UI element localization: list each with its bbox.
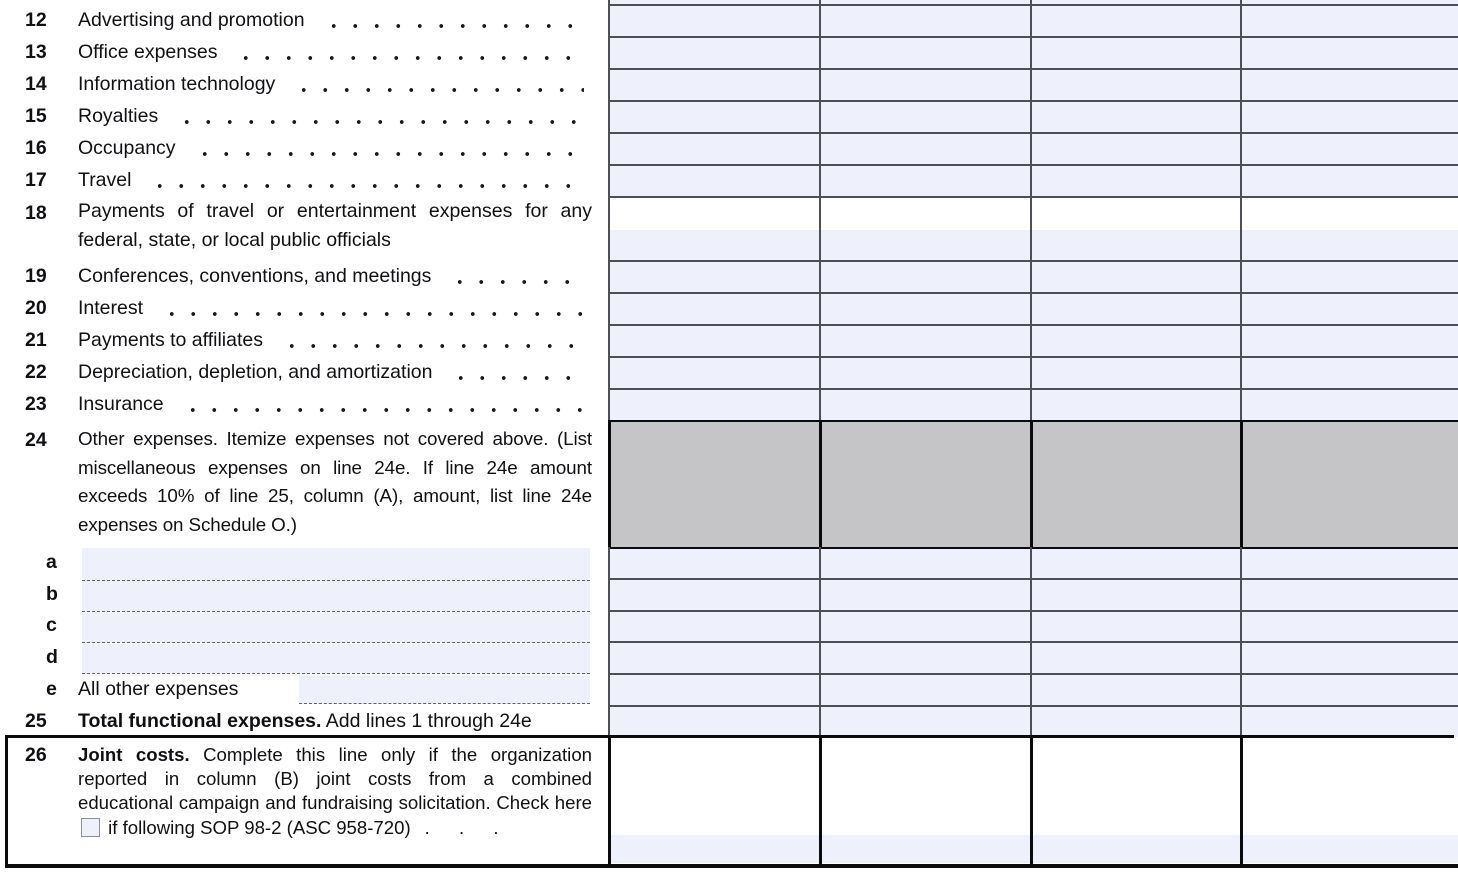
line-15-number: 15	[25, 104, 47, 127]
amount-cell-25-C[interactable]	[1030, 707, 1240, 737]
column-rule-heavy	[1240, 420, 1243, 547]
amount-row-24e	[608, 673, 1458, 705]
amount-cell-12-A[interactable]	[608, 6, 819, 36]
amount-cell-24e-B[interactable]	[819, 675, 1030, 705]
line-24-label: Other expenses. Itemize expenses not covered above. (List miscellaneous expenses on line 24e. If line 24e amount exceeds 10% of line 25, column (A), amount, list line 24e expenses on Schedule O.)	[78, 428, 592, 535]
line-18-label: Payments of travel or entertainment expenses for any federal, state, or local public officials	[78, 200, 592, 251]
amount-cell-24b-C[interactable]	[1030, 580, 1240, 610]
line-26-label: Joint costs. Complete this line only if the organization reported in column (B) joint costs from a combined educational campaign and fundraising solicitation. Check here if following SOP 98-2 (ASC 958-720) . . .	[78, 744, 592, 838]
amount-cell-24b-A[interactable]	[608, 580, 819, 610]
amount-cell-23-D[interactable]	[1240, 390, 1458, 420]
amount-cell-18-A[interactable]	[608, 198, 819, 260]
amount-cell-13-A[interactable]	[608, 38, 819, 68]
amount-cell-17-C[interactable]	[1030, 166, 1240, 196]
line-20-label: Interest	[78, 296, 144, 319]
amount-cell-24a-B[interactable]	[819, 549, 1030, 578]
line-18-number: 18	[25, 202, 47, 224]
amount-cell-24d-D[interactable]	[1240, 643, 1458, 673]
amount-cell-18-D[interactable]	[1240, 198, 1458, 260]
column-rule-heavy	[1030, 420, 1033, 547]
line-14-label: Information technology	[78, 72, 276, 95]
line-13-number: 13	[25, 40, 47, 63]
line-24-number: 24	[25, 429, 47, 451]
amount-cell-26-A[interactable]	[608, 737, 819, 863]
amount-cell-24-A	[608, 422, 819, 547]
line-20-number: 20	[25, 296, 47, 319]
amount-cell-24b-B[interactable]	[819, 580, 1030, 610]
amount-row-13	[608, 36, 1458, 68]
line-13-label: Office expenses	[78, 40, 218, 63]
line-25-26-separator-rule	[5, 735, 1454, 738]
amount-cell-24a-C[interactable]	[1030, 549, 1240, 578]
amount-cell-22-D[interactable]	[1240, 358, 1458, 388]
amount-cell-26-B[interactable]	[819, 737, 1030, 863]
line-15-label: Royalties	[78, 104, 159, 127]
line-22-label: Depreciation, depletion, and amortization	[78, 360, 433, 383]
amount-cell-15-B[interactable]	[819, 102, 1030, 132]
amount-cell-18-B[interactable]	[819, 198, 1030, 260]
column-rule-heavy	[608, 737, 611, 864]
amount-cell-26-D[interactable]	[1240, 737, 1458, 863]
amount-cell-21-D[interactable]	[1240, 326, 1458, 356]
column-rule-heavy	[1030, 737, 1033, 864]
amount-row-15	[608, 100, 1458, 132]
line-16-number: 16	[25, 136, 47, 159]
amount-cell-19-C[interactable]	[1030, 262, 1240, 292]
amount-cell-24c-C[interactable]	[1030, 612, 1240, 641]
amount-cell-14-D[interactable]	[1240, 70, 1458, 100]
amount-row-21	[608, 324, 1458, 356]
amount-cell-16-D[interactable]	[1240, 134, 1458, 164]
amount-cell-12-B[interactable]	[819, 6, 1030, 36]
line-24e-label: All other expenses	[78, 678, 239, 700]
amount-row-14	[608, 68, 1458, 100]
amount-cell-21-A[interactable]	[608, 326, 819, 356]
line-24b-letter: b	[46, 583, 58, 605]
amount-row-19	[608, 260, 1458, 292]
amount-cell-20-C[interactable]	[1030, 294, 1240, 324]
amount-cell-18-C[interactable]	[1030, 198, 1240, 260]
line-12-label: Advertising and promotion	[78, 8, 305, 31]
amount-row-24	[608, 420, 1458, 547]
amount-row-24b	[608, 578, 1458, 610]
amount-cell-14-B[interactable]	[819, 70, 1030, 100]
amount-cell-22-B[interactable]	[819, 358, 1030, 388]
line-26-left-border	[5, 735, 8, 867]
amount-row-17	[608, 164, 1458, 196]
amount-cell-20-D[interactable]	[1240, 294, 1458, 324]
line-22-number: 22	[25, 360, 47, 383]
line-23-label: Insurance	[78, 392, 164, 415]
amount-cell-24-B	[819, 422, 1030, 547]
amount-cell-23-C[interactable]	[1030, 390, 1240, 420]
amount-cell-21-B[interactable]	[819, 326, 1030, 356]
amount-cell-24d-C[interactable]	[1030, 643, 1240, 673]
amount-cell-17-B[interactable]	[819, 166, 1030, 196]
column-rule-heavy	[608, 420, 611, 547]
amount-cell-17-A[interactable]	[608, 166, 819, 196]
line-14-number: 14	[25, 72, 47, 95]
amount-cell-14-A[interactable]	[608, 70, 819, 100]
line-19-number: 19	[25, 264, 47, 287]
amount-cell-26-C[interactable]	[1030, 737, 1240, 863]
column-rule-heavy	[819, 420, 822, 547]
line-19-label: Conferences, conventions, and meetings	[78, 264, 432, 287]
amount-cell-24b-D[interactable]	[1240, 580, 1458, 610]
amount-cell-24d-B[interactable]	[819, 643, 1030, 673]
amount-row-24a	[608, 547, 1458, 578]
amount-cell-19-A[interactable]	[608, 262, 819, 292]
amount-row-20	[608, 292, 1458, 324]
line-17-number: 17	[25, 168, 47, 191]
line-26-number: 26	[25, 744, 47, 766]
section-bottom-rule	[5, 864, 1458, 868]
amount-cell-15-A[interactable]	[608, 102, 819, 132]
amount-cell-24-D	[1240, 422, 1458, 547]
amount-cell-25-D[interactable]	[1240, 707, 1458, 737]
amount-cell-24e-D[interactable]	[1240, 675, 1458, 705]
column-rule-heavy	[1240, 737, 1243, 864]
amount-cell-24c-D[interactable]	[1240, 612, 1458, 641]
amount-cell-16-C[interactable]	[1030, 134, 1240, 164]
line-24e-letter: e	[46, 678, 57, 700]
amount-cell-19-D[interactable]	[1240, 262, 1458, 292]
column-rule-heavy	[819, 737, 822, 864]
amount-row-24d	[608, 641, 1458, 673]
amount-cell-16-B[interactable]	[819, 134, 1030, 164]
amount-cell-22-A[interactable]	[608, 358, 819, 388]
amount-row-25	[608, 705, 1458, 737]
amount-cell-13-D[interactable]	[1240, 38, 1458, 68]
line-12-number: 12	[25, 8, 47, 31]
line-21-label: Payments to affiliates	[78, 328, 263, 351]
amount-cell-12-C[interactable]	[1030, 6, 1240, 36]
amount-row-18	[608, 196, 1458, 260]
amount-cell-17-D[interactable]	[1240, 166, 1458, 196]
amount-cell-23-B[interactable]	[819, 390, 1030, 420]
amount-cell-13-C[interactable]	[1030, 38, 1240, 68]
amount-cell-24c-B[interactable]	[819, 612, 1030, 641]
line-25-number: 25	[25, 709, 47, 732]
amount-cell-24a-D[interactable]	[1240, 549, 1458, 578]
amount-cell-24e-A[interactable]	[608, 675, 819, 705]
line-17-label: Travel	[78, 168, 132, 191]
amount-row-16	[608, 132, 1458, 164]
line-21-number: 21	[25, 328, 47, 351]
line-24d-letter: d	[46, 646, 58, 668]
amount-cell-25-B[interactable]	[819, 707, 1030, 737]
line-24a-letter: a	[46, 551, 57, 573]
amount-cell-16-A[interactable]	[608, 134, 819, 164]
amount-cell-20-A[interactable]	[608, 294, 819, 324]
line-24c-letter: c	[46, 614, 57, 636]
amount-cell-12-D[interactable]	[1240, 6, 1458, 36]
amount-cell-22-C[interactable]	[1030, 358, 1240, 388]
line-16-label: Occupancy	[78, 136, 176, 159]
amount-cell-19-B[interactable]	[819, 262, 1030, 292]
amount-cell-14-C[interactable]	[1030, 70, 1240, 100]
amount-row-23	[608, 388, 1458, 420]
amount-cell-24c-A[interactable]	[608, 612, 819, 641]
amount-row-26	[608, 737, 1458, 863]
amount-cell-24d-A[interactable]	[608, 643, 819, 673]
amount-cell-24-C	[1030, 422, 1240, 547]
amount-row-24c	[608, 610, 1458, 641]
amount-cell-21-C[interactable]	[1030, 326, 1240, 356]
line-25-label: Total functional expenses. Add lines 1 through 24e	[78, 709, 532, 732]
amount-cell-23-A[interactable]	[608, 390, 819, 420]
amount-cell-24e-C[interactable]	[1030, 675, 1240, 705]
amount-cell-25-A[interactable]	[608, 707, 819, 737]
amount-cell-15-D[interactable]	[1240, 102, 1458, 132]
amount-row-12	[608, 4, 1458, 36]
amount-cell-13-B[interactable]	[819, 38, 1030, 68]
amount-row-22	[608, 356, 1458, 388]
amount-cell-15-C[interactable]	[1030, 102, 1240, 132]
amount-cell-24a-A[interactable]	[608, 549, 819, 578]
amount-cell-20-B[interactable]	[819, 294, 1030, 324]
line-23-number: 23	[25, 392, 47, 415]
dot-leader: . . .	[424, 816, 499, 838]
